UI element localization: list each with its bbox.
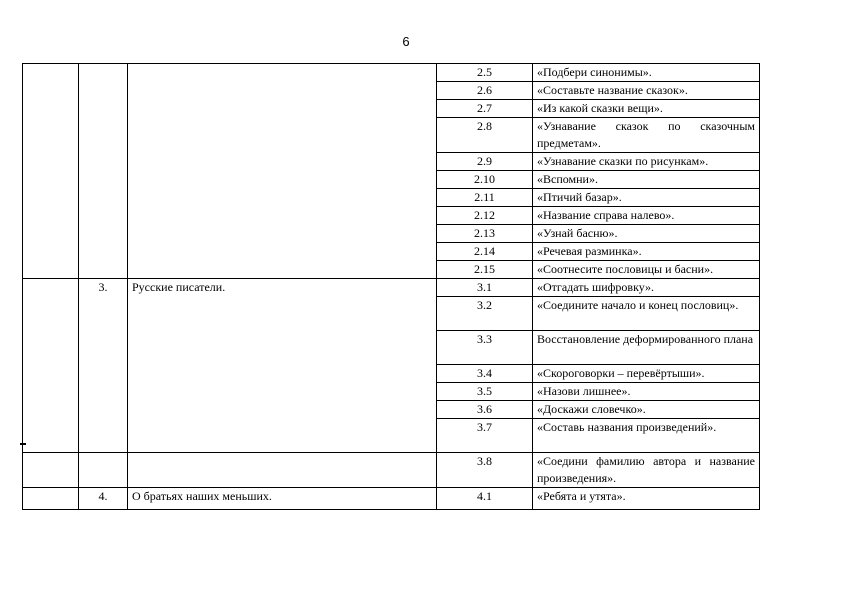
activity-name: Восстановление деформированного плана [533, 331, 760, 365]
table-row [23, 279, 760, 297]
activity-number: 2.8 [437, 118, 533, 153]
table-row [23, 488, 760, 510]
activity-name: «Подбери синонимы». [533, 64, 760, 82]
section-number: 4. [79, 488, 128, 510]
blank-cell [23, 64, 79, 279]
activity-name: «Соедини фамилию автора и название произведения». [533, 453, 760, 488]
section-title [128, 64, 437, 279]
lesson-plan-body [23, 64, 760, 510]
activity-name: «Узнавание сказки по рисункам». [533, 153, 760, 171]
activity-name: «Вспомни». [533, 171, 760, 189]
activity-name: «Речевая разминка». [533, 243, 760, 261]
activity-name: «Доскажи словечко». [533, 401, 760, 419]
activity-number: 3.1 [437, 279, 533, 297]
section-title [128, 453, 437, 488]
activity-name: «Узнай басню». [533, 225, 760, 243]
activity-number: 2.11 [437, 189, 533, 207]
activity-number: 2.13 [437, 225, 533, 243]
section-number [79, 64, 128, 279]
section-title: Русские писатели. [128, 279, 437, 453]
activity-number: 3.8 [437, 453, 533, 488]
blank-cell [23, 488, 79, 510]
activity-number: 3.5 [437, 383, 533, 401]
activity-number: 3.2 [437, 297, 533, 331]
activity-name: «Название справа налево». [533, 207, 760, 225]
blank-cell [23, 453, 79, 488]
activity-name: «Скороговорки – перевёртыши». [533, 365, 760, 383]
activity-name: «Ребята и утята». [533, 488, 760, 510]
activity-number: 2.7 [437, 100, 533, 118]
activity-number: 2.9 [437, 153, 533, 171]
activity-name: «Составьте название сказок». [533, 82, 760, 100]
page-number: 6 [402, 34, 410, 49]
activity-number: 2.12 [437, 207, 533, 225]
activity-number: 2.14 [437, 243, 533, 261]
activity-number: 2.6 [437, 82, 533, 100]
activity-number: 2.15 [437, 261, 533, 279]
activity-name: «Назови лишнее». [533, 383, 760, 401]
activity-number: 4.1 [437, 488, 533, 510]
section-number: 3. [79, 279, 128, 453]
activity-name: «Соотнесите пословицы и басни». [533, 261, 760, 279]
activity-number: 3.3 [437, 331, 533, 365]
activity-number: 2.5 [437, 64, 533, 82]
activity-number: 3.4 [437, 365, 533, 383]
activity-name: «Узнавание сказок по сказочным предметам». [533, 118, 760, 153]
margin-mark [20, 443, 26, 445]
activity-number: 3.6 [437, 401, 533, 419]
activity-name: «Отгадать шифровку». [533, 279, 760, 297]
activity-name: «Птичий базар». [533, 189, 760, 207]
section-number [79, 453, 128, 488]
table-row [23, 453, 760, 488]
activity-name: «Соедините начало и конец пословиц». [533, 297, 760, 331]
activity-number: 2.10 [437, 171, 533, 189]
section-title: О братьях наших меньших. [128, 488, 437, 510]
blank-cell [23, 279, 79, 453]
table-row [23, 64, 760, 82]
lesson-plan-table [22, 63, 760, 510]
activity-name: «Из какой сказки вещи». [533, 100, 760, 118]
activity-number: 3.7 [437, 419, 533, 453]
activity-name: «Составь названия произведений». [533, 419, 760, 453]
